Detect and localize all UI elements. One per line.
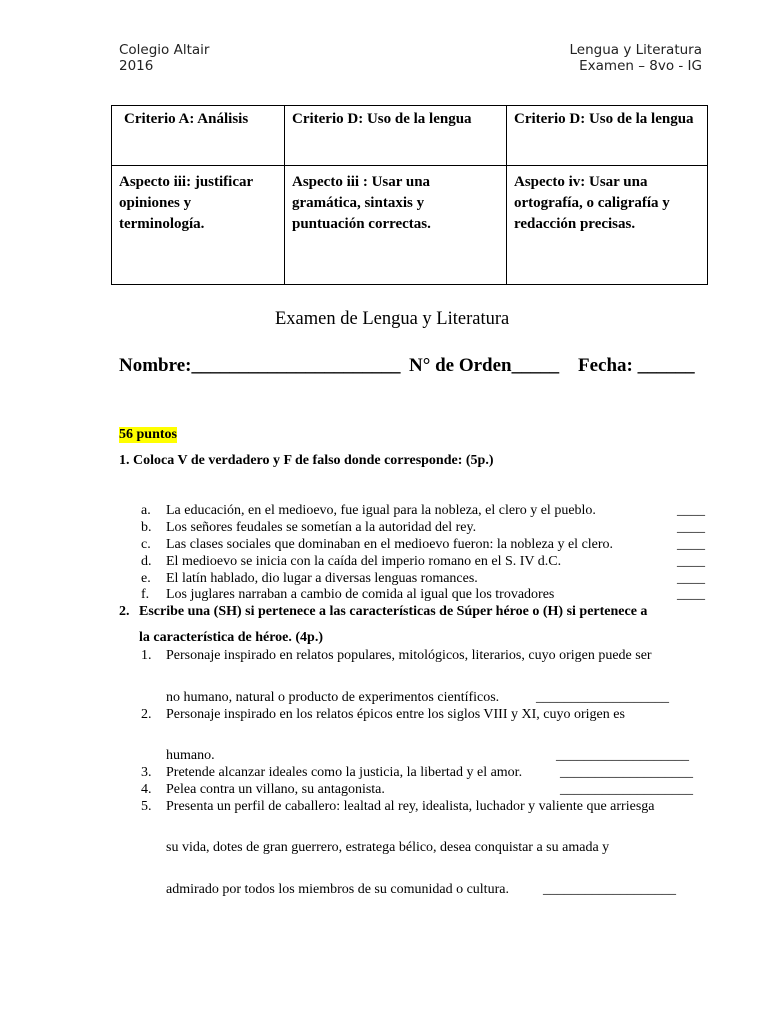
order-field[interactable]: N° de Orden_____ <box>409 355 560 376</box>
item-label: c. <box>141 537 151 552</box>
item-label: 1. <box>141 648 152 663</box>
subject-name: Lengua y Literatura <box>569 42 702 58</box>
statement-text: El latín hablado, dio lugar a diversas lenguas romances. <box>166 571 478 586</box>
answer-blank[interactable]: ___________________ <box>560 765 693 780</box>
criteria-cell: Criterio A: Análisis <box>112 106 285 166</box>
item-label: b. <box>141 520 152 535</box>
statement-text: Personaje inspirado en relatos populares, mitológicos, literarios, cuyo origen puede ser <box>166 648 652 663</box>
exam-name: Examen – 8vo - IG <box>579 58 702 74</box>
statement-text: Presenta un perfil de caballero: lealtad al rey, idealista, luchador y valiente que arriesga <box>166 799 655 814</box>
item-label: f. <box>141 587 150 602</box>
answer-blank[interactable]: ____ <box>677 554 705 569</box>
item-label: e. <box>141 571 151 586</box>
statement-text: Los juglares narraban a cambio de comida al igual que los trovadores <box>166 587 555 602</box>
answer-blank[interactable]: ____ <box>677 537 705 552</box>
date-field[interactable]: Fecha: ______ <box>578 355 695 376</box>
statement-text-continued: su vida, dotes de gran guerrero, estratega bélico, desea conquistar a su amada y <box>166 840 610 855</box>
name-field[interactable]: Nombre:______________________ <box>119 355 401 376</box>
school-year: 2016 <box>119 58 154 74</box>
statement-text: Pelea contra un villano, su antagonista. <box>166 782 385 797</box>
answer-blank[interactable]: ___________________ <box>536 690 669 705</box>
item-label: d. <box>141 554 152 569</box>
statement-text-continued: no humano, natural o producto de experimentos científicos. <box>166 690 500 705</box>
answer-blank[interactable]: ____ <box>677 503 705 518</box>
question-1-title: 1. Coloca V de verdadero y F de falso donde corresponde: (5p.) <box>119 453 494 468</box>
aspect-cell: Aspecto iii : Usar una gramática, sintaxis y puntuación correctas. <box>285 166 507 285</box>
statement-text: Los señores feudales se sometían a la autoridad del rey. <box>166 520 477 535</box>
aspect-cell: Aspecto iv: Usar una ortografía, o caligrafía y redacción precisas. <box>507 166 708 285</box>
school-name: Colegio Altair <box>119 42 210 58</box>
item-label: 2. <box>141 707 152 722</box>
item-label: 4. <box>141 782 152 797</box>
statement-text: Pretende alcanzar ideales como la justicia, la libertad y el amor. <box>166 765 523 780</box>
criteria-cell: Criterio D: Uso de la lengua <box>507 106 708 166</box>
item-label: 3. <box>141 765 152 780</box>
criteria-table <box>111 105 708 285</box>
item-label: 5. <box>141 799 152 814</box>
statement-text-continued: humano. <box>166 748 215 763</box>
statement-text: El medioevo se inicia con la caída del imperio romano en el S. IV d.C. <box>166 554 562 569</box>
statement-text: Las clases sociales que dominaban en el medioevo fueron: la nobleza y el clero. <box>166 537 614 552</box>
statement-text: La educación, en el medioevo, fue igual para la nobleza, el clero y el pueblo. <box>166 503 596 518</box>
statement-text: Personaje inspirado en los relatos épicos entre los siglos VIII y XI, cuyo origen es <box>166 707 625 722</box>
criteria-cell: Criterio D: Uso de la lengua <box>285 106 507 166</box>
points-badge: 56 puntos <box>119 427 177 442</box>
answer-blank[interactable]: ___________________ <box>556 748 689 763</box>
question-2-title-line1: Escribe una (SH) si pertenece a las características de Súper héroe o (H) si pertenece a <box>139 604 648 619</box>
answer-blank[interactable]: ___________________ <box>560 782 693 797</box>
answer-blank[interactable]: ____ <box>677 520 705 535</box>
item-label: a. <box>141 503 151 518</box>
answer-blank[interactable]: ____ <box>677 587 705 602</box>
aspect-cell: Aspecto iii: justificar opiniones y terminología. <box>112 166 285 285</box>
aspect-row <box>112 166 708 285</box>
answer-blank[interactable]: ____ <box>677 571 705 586</box>
exam-title: Examen de Lengua y Literatura <box>275 309 510 329</box>
statement-text-continued: admirado por todos los miembros de su comunidad o cultura. <box>166 882 509 897</box>
answer-blank[interactable]: ___________________ <box>543 882 676 897</box>
criteria-header-row <box>112 106 708 166</box>
question-2-title-line2: la característica de héroe. (4p.) <box>139 630 324 645</box>
question-2-number: 2. <box>119 604 130 619</box>
